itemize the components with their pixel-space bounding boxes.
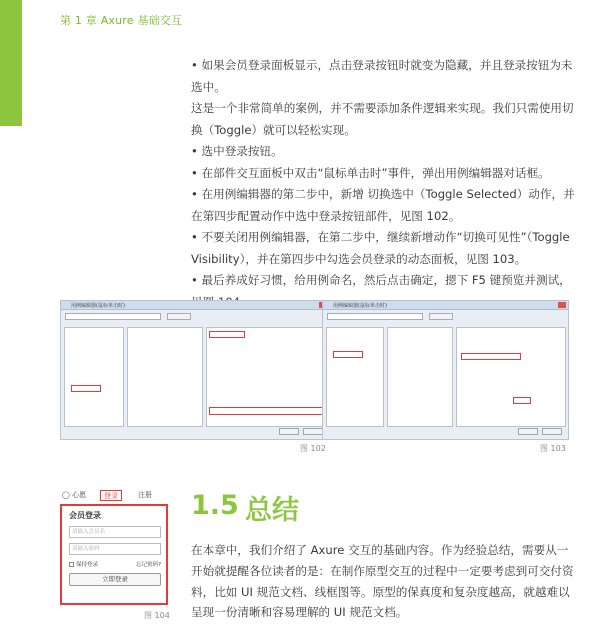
window-titlebar: [61, 301, 329, 310]
highlight-box: [461, 353, 521, 360]
window-titlebar: [323, 301, 568, 310]
login-options-row: [69, 560, 161, 568]
checkbox-icon: [69, 562, 74, 567]
paragraph: • 如果会员登录面板显示，点击登录按钮时就变为隐藏，并且登录按钮为未选中。: [191, 58, 573, 94]
forgot-link: 忘记密码?: [136, 562, 161, 568]
paragraph: 这是一个非常简单的案例，并不需要添加条件逻辑来实现。我们只需使用切换（Toggle）就可以轻松实现。: [191, 101, 574, 137]
paragraph: • 最后养成好习惯，给用例命名，然后点击确定，摁下 F5 键预览并测试，: [191, 273, 571, 287]
login-button: 立即登录: [69, 573, 161, 586]
paragraph: • 不要关闭用例编辑器，在第二步中，继续新增动作“切换可见性”（Toggle Visibility），并在第四步中勾选会员登录的动态面板，见图 103。: [191, 230, 570, 266]
paragraph: • 在用例编辑器的第二步中，新增 切换选中（Toggle Selected）动作，并在第四步配置动作中选中登录按钮部件，见图 102。: [191, 187, 575, 223]
login-tabs: [60, 488, 168, 502]
window-title: 用例编辑器(鼠标单击时): [333, 303, 387, 309]
cancel-button: [542, 428, 562, 435]
remember-label: 保持登录: [76, 562, 99, 568]
organize-pane: [387, 327, 453, 427]
highlight-box: [513, 397, 531, 404]
figure-103-screenshot: [322, 300, 569, 440]
login-panel: [60, 504, 168, 605]
highlight-box: [209, 407, 324, 415]
tab-login: 登录: [100, 490, 122, 501]
case-name-field: [65, 313, 161, 320]
actions-pane: [326, 327, 384, 427]
password-field: 请输入密码: [69, 543, 161, 555]
login-demo: [60, 488, 168, 605]
paragraph: • 在部件交互面板中双击“鼠标单击时”事件，弹出用例编辑器对话框。: [191, 165, 550, 180]
paragraph: • 选中登录按钮。: [191, 144, 283, 158]
highlight-box: [209, 331, 245, 338]
case-name-field: [327, 313, 423, 320]
chapter-header: 第 1 章 Axure 基础交互: [60, 14, 183, 27]
username-field: 请输入会员名: [69, 526, 161, 538]
body-text: [191, 55, 576, 313]
summary-paragraph: 在本章中，我们介绍了 Axure 交互的基础内容。作为经验总结，需要从一开始就提醒各位读者的是：在制作原型交互的过程中一定要考虑到可交付资料，比如 UI 规范文档、线框图等。原型的保真度和复杂度越高，就越难以呈现一份清晰和容易理解的 UI 规范文档。: [191, 543, 574, 620]
cancel-button: [303, 428, 323, 435]
case-button: [167, 313, 191, 320]
highlight-box: [333, 351, 363, 358]
panel-title: 会员登录: [69, 511, 101, 520]
highlight-box: [71, 385, 101, 392]
figure-caption: 图 103: [540, 444, 566, 453]
chapter-side-bar: [0, 0, 22, 126]
window-title: 用例编辑器(鼠标单击时): [71, 303, 125, 309]
actions-pane: [64, 327, 124, 427]
section-title: 总结: [245, 495, 299, 526]
organize-pane: [127, 327, 203, 427]
tab-register: 注册: [138, 491, 152, 499]
ok-button: [279, 428, 299, 435]
case-button: [429, 313, 453, 320]
figure-102-screenshot: [60, 300, 330, 440]
section-number: 1.5: [191, 490, 239, 521]
remember-option: [69, 560, 98, 568]
configure-pane: [456, 327, 566, 427]
figure-caption: 图 104: [144, 611, 170, 620]
tab-wish: ◯ 心愿: [62, 491, 87, 499]
figure-caption: 图 102: [300, 444, 326, 453]
ok-button: [518, 428, 538, 435]
close-icon: [558, 302, 566, 308]
